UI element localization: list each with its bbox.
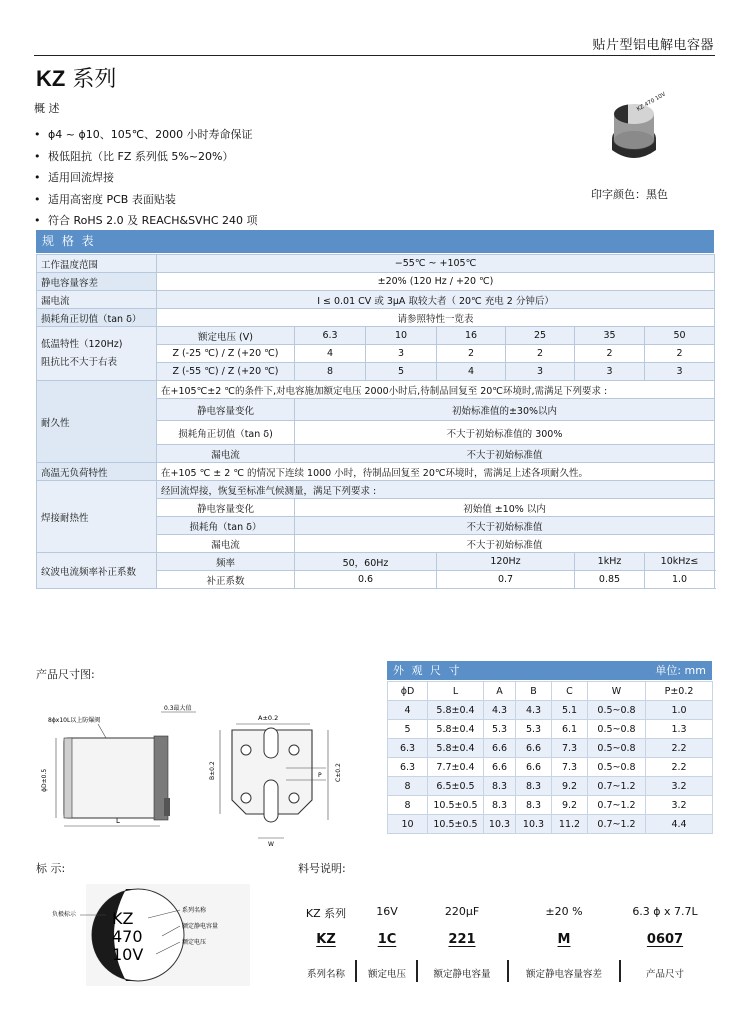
table-cell: 5 [388, 720, 428, 739]
feature-item: • ϕ4 ~ ϕ10、105℃、2000 小时寿命保证 [34, 124, 258, 146]
table-cell: 7.7±0.4 [428, 758, 484, 777]
row-label: Z (-25 ℃) / Z (+20 ℃) [157, 345, 295, 363]
pn-meaning: 产品尺寸 [645, 969, 684, 980]
table-row [388, 739, 713, 758]
item-name: 静电容量变化 [157, 499, 295, 517]
table-cell: 5.3 [484, 720, 516, 739]
table-cell: 6.6 [516, 758, 552, 777]
table-cell: 5.1 [552, 701, 588, 720]
pn-separator [507, 960, 509, 982]
spec-label: 高温无负荷特性 [37, 463, 157, 481]
spec-value: ±20% (120 Hz / +20 ℃) [157, 273, 715, 291]
table-row [37, 291, 715, 309]
header-divider [34, 55, 715, 56]
value-cell: 8 [295, 363, 366, 381]
pn-code: M [557, 932, 571, 947]
voltage-cell: 50 [645, 327, 715, 345]
length-dim: L [116, 817, 120, 825]
table-cell: 1.3 [646, 720, 713, 739]
pn-example: 220μF [444, 905, 480, 918]
low-temp-label-line: 阻抗比不大于右表 [41, 356, 118, 368]
page-title [36, 62, 116, 93]
spec-label: 纹波电流频率补正系数 [37, 553, 157, 589]
overview-label: 概 述 [34, 102, 60, 115]
outline-table [387, 681, 713, 834]
coef-cell: 0.85 [575, 571, 645, 589]
pn-code: 221 [448, 932, 476, 947]
marking-diagram [36, 880, 256, 990]
table-row [37, 463, 715, 481]
value-cell: 3 [506, 363, 575, 381]
series-label: 系列名称 [182, 907, 207, 914]
table-cell: 6.6 [516, 739, 552, 758]
part-number-label: 料号说明: [298, 862, 346, 875]
table-row [37, 273, 715, 291]
table-cell: 10.5±0.5 [428, 815, 484, 834]
pn-meaning: 额定静电容量容差 [525, 969, 602, 980]
voltage-cell: 16 [437, 327, 506, 345]
table-cell: 10 [388, 815, 428, 834]
table-cell: 0.5~0.8 [588, 739, 646, 758]
table-header-row [388, 682, 713, 701]
table-row [388, 815, 713, 834]
pn-example: 6.3 ϕ x 7.7L [632, 905, 698, 918]
table-row [37, 381, 715, 399]
item-value: 初始值 ±10% 以内 [295, 499, 715, 517]
spec-label: 静电容量容差 [37, 273, 157, 291]
neg-label: 负极标示 [52, 911, 77, 918]
value-cell: 4 [295, 345, 366, 363]
table-cell: 0.5~0.8 [588, 720, 646, 739]
table-cell: 6.3 [388, 758, 428, 777]
table-cell: 9.2 [552, 796, 588, 815]
item-value: 不大于初始标准值 [295, 445, 715, 463]
document-category: 贴片型铝电解电容器 [592, 38, 714, 53]
table-cell: 6.6 [484, 739, 516, 758]
row-label: 额定电压 (V) [157, 327, 295, 345]
column-header: C [552, 682, 588, 701]
feature-item: • 适用回流焊接 [34, 167, 258, 189]
pn-meaning: 系列名称 [306, 969, 345, 980]
table-cell: 4.3 [484, 701, 516, 720]
table-cell: 3.2 [646, 777, 713, 796]
table-cell: 5.8±0.4 [428, 701, 484, 720]
table-row [37, 481, 715, 499]
table-cell: 0.7~1.2 [588, 777, 646, 796]
value-cell: 5 [366, 363, 437, 381]
spec-label: 耐久性 [37, 381, 157, 463]
pn-separator [355, 960, 357, 982]
row-label: Z (-55 ℃) / Z (+20 ℃) [157, 363, 295, 381]
row-label: 频率 [157, 553, 295, 571]
spec-label: 工作温度范围 [37, 255, 157, 273]
pn-separator [416, 960, 418, 982]
value-cell: 2 [506, 345, 575, 363]
row-label: 补正系数 [157, 571, 295, 589]
spec-label: 焊接耐热性 [37, 481, 157, 553]
table-cell: 8 [388, 777, 428, 796]
table-cell: 4 [388, 701, 428, 720]
value-cell: 4 [437, 363, 506, 381]
spec-table-heading: 规 格 表 [36, 230, 714, 253]
coef-cell: 1.0 [645, 571, 715, 589]
column-header: B [516, 682, 552, 701]
table-cell: 8 [388, 796, 428, 815]
pn-code: 0607 [646, 932, 684, 947]
table-cell: 2.2 [646, 758, 713, 777]
table-cell: 9.2 [552, 777, 588, 796]
item-value: 不大于初始标准值的 300% [295, 421, 715, 445]
value-cell: 3 [575, 363, 645, 381]
coef-cell: 0.6 [295, 571, 437, 589]
pn-example: KZ 系列 [305, 907, 347, 920]
low-temp-label-line: 低温特性（120Hz) [41, 338, 123, 350]
pn-code: KZ [316, 932, 336, 947]
feature-list [34, 124, 258, 232]
table-cell: 1.0 [646, 701, 713, 720]
table-cell: 0.5~0.8 [588, 758, 646, 777]
product-photo-print: KZ 470 10V [636, 91, 667, 113]
condition-text: 经回流焊接，恢复至标准气候测量，满足下列要求 : [157, 481, 715, 499]
table-row [388, 796, 713, 815]
freq-cell: 10kHz≤ [645, 553, 715, 571]
table-cell: 8.3 [516, 796, 552, 815]
marking-label: 标 示: [36, 862, 66, 875]
table-cell: 6.5±0.5 [428, 777, 484, 796]
table-cell: 10.3 [484, 815, 516, 834]
spec-value: I ≤ 0.01 CV 或 3μA 取较大者（ 20℃ 充电 2 分钟后） [157, 291, 715, 309]
item-value: 不大于初始标准值 [295, 517, 715, 535]
value-cell: 2 [645, 345, 715, 363]
cap-line-series: KZ [112, 909, 134, 928]
table-cell: 2.2 [646, 739, 713, 758]
spec-value: 请参照特性一览表 [157, 309, 715, 327]
table-cell: 6.3 [388, 739, 428, 758]
dimension-drawing [36, 700, 366, 850]
item-name: 损耗角（tan δ） [157, 517, 295, 535]
voltage-cell: 6.3 [295, 327, 366, 345]
capacitance-label: 额定静电容量 [182, 923, 219, 930]
feature-item: • 适用高密度 PCB 表面贴装 [34, 189, 258, 211]
column-header: ϕD [388, 682, 428, 701]
table-cell: 6.6 [484, 758, 516, 777]
table-cell: 10.5±0.5 [428, 796, 484, 815]
column-header: W [588, 682, 646, 701]
table-cell: 5.8±0.4 [428, 739, 484, 758]
table-row [388, 701, 713, 720]
voltage-cell: 10 [366, 327, 437, 345]
item-name: 漏电流 [157, 445, 295, 463]
table-cell: 4.3 [516, 701, 552, 720]
outline-unit: 单位: mm [655, 664, 706, 677]
phi-d-dim: ϕD±0.5 [41, 768, 48, 792]
column-header: A [484, 682, 516, 701]
table-cell: 5.3 [516, 720, 552, 739]
table-row [37, 553, 715, 571]
pn-meaning: 额定电压 [367, 969, 406, 980]
table-cell: 11.2 [552, 815, 588, 834]
c-dim: C±0.2 [335, 763, 342, 782]
table-row [388, 777, 713, 796]
table-row [388, 720, 713, 739]
table-cell: 10.3 [516, 815, 552, 834]
item-name: 静电容量变化 [157, 399, 295, 421]
item-name: 损耗角正切值（tan δ) [157, 421, 295, 445]
column-header: P±0.2 [646, 682, 713, 701]
freq-cell: 50，60Hz [295, 553, 437, 571]
table-cell: 8.3 [516, 777, 552, 796]
coef-cell: 0.7 [437, 571, 575, 589]
spec-label: 损耗角正切值（tan δ） [37, 309, 157, 327]
table-cell: 0.7~1.2 [588, 815, 646, 834]
table-cell: 0.7~1.2 [588, 796, 646, 815]
spec-value: 在+105 ℃ ± 2 ℃ 的情况下连续 1000 小时，待制品回复至 20℃环境时，需满足上述各项耐久性。 [157, 463, 715, 481]
freq-cell: 1kHz [575, 553, 645, 571]
table-cell: 7.3 [552, 739, 588, 758]
table-row [37, 327, 715, 345]
item-name: 漏电流 [157, 535, 295, 553]
voltage-cell: 35 [575, 327, 645, 345]
series-name: KZ [36, 66, 66, 91]
table-cell: 6.1 [552, 720, 588, 739]
table-row [388, 758, 713, 777]
value-cell: 2 [437, 345, 506, 363]
table-cell: 8.3 [484, 796, 516, 815]
pn-code: 1C [377, 932, 397, 947]
voltage-label: 额定电压 [182, 939, 207, 946]
spec-value: −55℃ ~ +105℃ [157, 255, 715, 273]
pn-example: ±20 % [545, 905, 583, 918]
w-dim: W [268, 841, 274, 848]
table-cell: 5.8±0.4 [428, 720, 484, 739]
freq-cell: 120Hz [437, 553, 575, 571]
dimension-label: 产品尺寸图: [36, 668, 95, 681]
spec-label: 漏电流 [37, 291, 157, 309]
table-row [37, 255, 715, 273]
a-dim: A±0.2 [258, 714, 279, 722]
voltage-cell: 25 [506, 327, 575, 345]
item-value: 不大于初始标准值 [295, 535, 715, 553]
value-cell: 3 [366, 345, 437, 363]
spec-table [36, 254, 715, 589]
table-cell: 8.3 [484, 777, 516, 796]
series-suffix: 系列 [72, 67, 117, 92]
item-value: 初始标准值的±30%以内 [295, 399, 715, 421]
table-cell: 3.2 [646, 796, 713, 815]
condition-text: 在+105℃±2 ℃的条件下,对电容施加额定电压 2000小时后,待制品回复至 20℃环境时,需满足下列要求 : [157, 381, 715, 399]
spec-label [37, 327, 157, 381]
feature-item: • 极低阻抗（比 FZ 系列低 5%~20%） [34, 146, 258, 168]
table-cell: 4.4 [646, 815, 713, 834]
outline-title: 外 观 尺 寸 [393, 664, 462, 677]
max-note: 0.3最大值 [164, 705, 192, 712]
table-cell: 7.3 [552, 758, 588, 777]
value-cell: 3 [645, 363, 715, 381]
table-row [37, 309, 715, 327]
cap-line-capacitance: 470 [112, 927, 143, 946]
cap-line-voltage: 10V [112, 945, 144, 964]
print-color-note: 印字颜色：黑色 [591, 188, 668, 201]
table-cell: 0.5~0.8 [588, 701, 646, 720]
value-cell: 2 [575, 345, 645, 363]
b-dim: B±0.2 [209, 761, 216, 780]
vent-note: 8ϕx10L以上防爆阀 [48, 717, 101, 724]
pn-meaning: 额定静电容量 [433, 969, 491, 980]
p-dim: P [318, 772, 322, 779]
outline-table-heading [387, 661, 712, 680]
column-header: L [428, 682, 484, 701]
pn-example: 16V [376, 905, 398, 918]
product-photo [606, 91, 667, 168]
feature-item: • 符合 RoHS 2.0 及 REACH&SVHC 240 项 [34, 210, 258, 232]
